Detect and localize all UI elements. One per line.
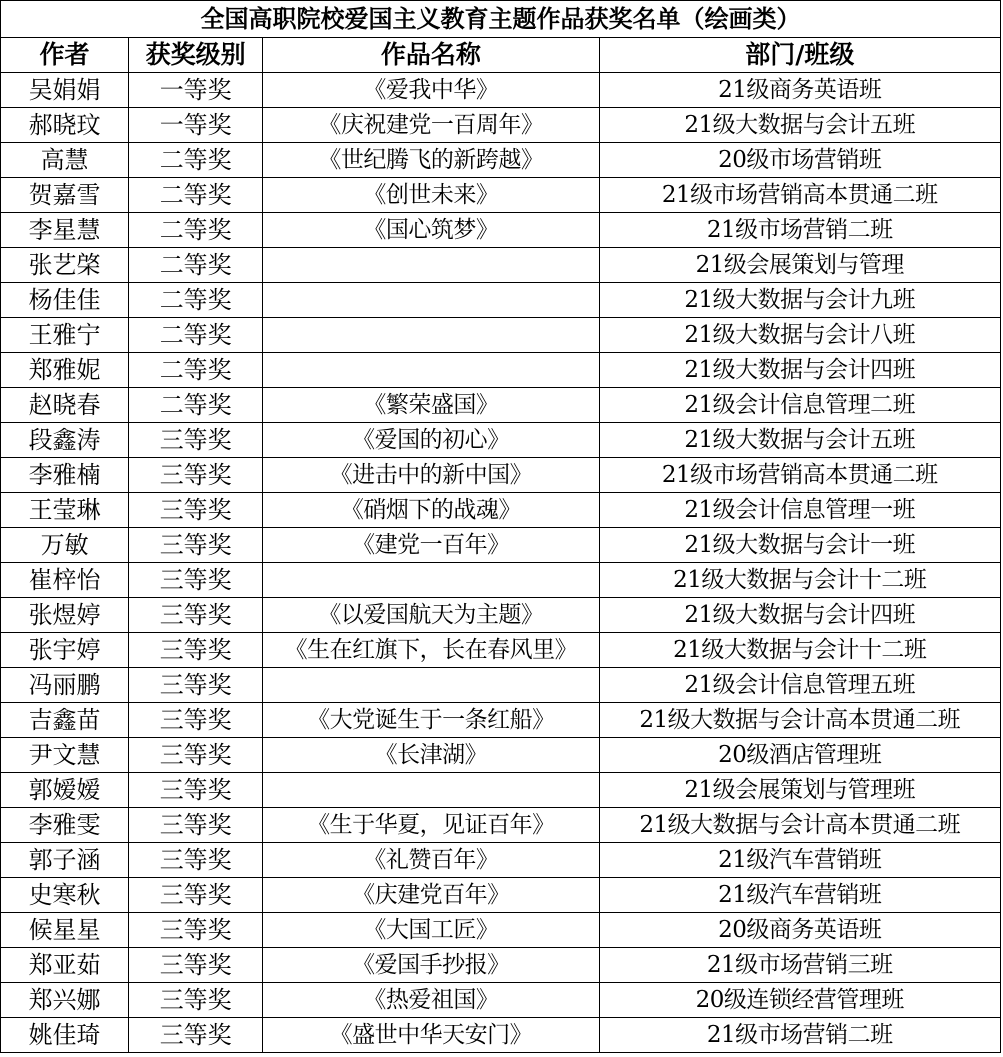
class-cell[interactable]: 21级商务英语班 [599, 73, 1000, 108]
table-row [1, 388, 1001, 423]
work-cell[interactable]: 《大党诞生于一条红船》 [263, 703, 599, 738]
table-title[interactable]: 全国高职院校爱国主义教育主题作品获奖名单（绘画类） [1, 1, 1001, 38]
class-cell[interactable]: 21级汽车营销班 [599, 843, 1000, 878]
work-cell[interactable]: 《礼赞百年》 [263, 843, 599, 878]
table-row [1, 808, 1001, 843]
work-cell[interactable]: 《世纪腾飞的新跨越》 [263, 143, 599, 178]
table-row [1, 493, 1001, 528]
class-cell[interactable]: 21级大数据与会计十二班 [599, 633, 1000, 668]
work-cell[interactable]: 《长津湖》 [263, 738, 599, 773]
work-cell[interactable]: 《以爱国航天为主题》 [263, 598, 599, 633]
award-cell[interactable]: 三等奖 [129, 738, 263, 773]
class-cell[interactable]: 20级酒店管理班 [599, 738, 1000, 773]
class-cell[interactable]: 21级大数据与会计一班 [599, 528, 1000, 563]
award-cell[interactable]: 二等奖 [129, 388, 263, 423]
table-row [1, 633, 1001, 668]
work-cell[interactable]: 《创世未来》 [263, 178, 599, 213]
class-cell[interactable]: 21级大数据与会计高本贯通二班 [599, 703, 1000, 738]
award-cell[interactable]: 二等奖 [129, 248, 263, 283]
award-cell[interactable]: 三等奖 [129, 598, 263, 633]
award-cell[interactable]: 三等奖 [129, 633, 263, 668]
author-cell[interactable]: 郑雅妮 [1, 353, 129, 388]
award-cell[interactable]: 一等奖 [129, 73, 263, 108]
award-cell[interactable]: 三等奖 [129, 703, 263, 738]
author-cell[interactable]: 段鑫涛 [1, 423, 129, 458]
class-cell[interactable]: 21级市场营销二班 [599, 213, 1000, 248]
table-row [1, 248, 1001, 283]
class-cell[interactable]: 21级大数据与会计五班 [599, 108, 1000, 143]
author-cell[interactable]: 郭嫒嫒 [1, 773, 129, 808]
award-cell[interactable]: 二等奖 [129, 353, 263, 388]
table-row [1, 318, 1001, 353]
award-cell[interactable]: 三等奖 [129, 948, 263, 983]
table-row [1, 73, 1001, 108]
work-cell[interactable]: 《爱国的初心》 [263, 423, 599, 458]
author-cell[interactable]: 王雅宁 [1, 318, 129, 353]
table-row [1, 1018, 1001, 1053]
table-row [1, 108, 1001, 143]
table-row [1, 143, 1001, 178]
award-cell[interactable]: 二等奖 [129, 213, 263, 248]
table-row [1, 283, 1001, 318]
class-cell[interactable]: 21级市场营销二班 [599, 1018, 1000, 1053]
work-cell[interactable]: 《庆祝建党一百周年》 [263, 108, 599, 143]
table-row [1, 878, 1001, 913]
work-cell[interactable] [263, 248, 599, 283]
work-cell[interactable] [263, 318, 599, 353]
table-row [1, 213, 1001, 248]
author-cell[interactable]: 贺嘉雪 [1, 178, 129, 213]
class-cell[interactable]: 21级大数据与会计九班 [599, 283, 1000, 318]
author-cell[interactable]: 张宇婷 [1, 633, 129, 668]
author-cell[interactable]: 张煜婷 [1, 598, 129, 633]
award-cell[interactable]: 三等奖 [129, 493, 263, 528]
table-row [1, 913, 1001, 948]
class-cell[interactable]: 21级大数据与会计高本贯通二班 [599, 808, 1000, 843]
class-cell[interactable]: 21级市场营销高本贯通二班 [599, 178, 1000, 213]
author-cell[interactable]: 候星星 [1, 913, 129, 948]
table-row [1, 563, 1001, 598]
award-cell[interactable]: 三等奖 [129, 458, 263, 493]
header-author[interactable]: 作者 [1, 38, 129, 73]
class-cell[interactable]: 20级连锁经营管理班 [599, 983, 1000, 1018]
table-row [1, 178, 1001, 213]
award-cell[interactable]: 三等奖 [129, 843, 263, 878]
author-cell[interactable]: 万敏 [1, 528, 129, 563]
award-cell[interactable]: 三等奖 [129, 773, 263, 808]
work-cell[interactable]: 《建党一百年》 [263, 528, 599, 563]
award-cell[interactable]: 三等奖 [129, 808, 263, 843]
class-cell[interactable]: 20级商务英语班 [599, 913, 1000, 948]
table-row [1, 458, 1001, 493]
work-cell[interactable]: 《生于华夏，见证百年》 [263, 808, 599, 843]
award-cell[interactable]: 三等奖 [129, 1018, 263, 1053]
author-cell[interactable]: 杨佳佳 [1, 283, 129, 318]
table-row [1, 983, 1001, 1018]
header-work[interactable]: 作品名称 [263, 38, 599, 73]
class-cell[interactable]: 21级会计信息管理一班 [599, 493, 1000, 528]
title-row [1, 1, 1001, 38]
class-cell[interactable]: 21级大数据与会计四班 [599, 353, 1000, 388]
class-cell[interactable]: 21级汽车营销班 [599, 878, 1000, 913]
work-cell[interactable]: 《爱国手抄报》 [263, 948, 599, 983]
class-cell[interactable]: 21级会计信息管理五班 [599, 668, 1000, 703]
work-cell[interactable] [263, 353, 599, 388]
award-cell[interactable]: 三等奖 [129, 563, 263, 598]
work-cell[interactable]: 《盛世中华天安门》 [263, 1018, 599, 1053]
author-cell[interactable]: 史寒秋 [1, 878, 129, 913]
author-cell[interactable]: 李雅雯 [1, 808, 129, 843]
author-cell[interactable]: 姚佳琦 [1, 1018, 129, 1053]
work-cell[interactable]: 《庆建党百年》 [263, 878, 599, 913]
work-cell[interactable]: 《热爱祖国》 [263, 983, 599, 1018]
header-class[interactable]: 部门/班级 [599, 38, 1000, 73]
work-cell[interactable]: 《爱我中华》 [263, 73, 599, 108]
class-cell[interactable]: 21级大数据与会计四班 [599, 598, 1000, 633]
work-cell[interactable] [263, 668, 599, 703]
award-cell[interactable]: 三等奖 [129, 878, 263, 913]
class-cell[interactable]: 21级市场营销高本贯通二班 [599, 458, 1000, 493]
author-cell[interactable]: 郑亚茹 [1, 948, 129, 983]
work-cell[interactable] [263, 283, 599, 318]
author-cell[interactable]: 张艺棨 [1, 248, 129, 283]
class-cell[interactable]: 21级会展策划与管理 [599, 248, 1000, 283]
table-row [1, 738, 1001, 773]
award-cell[interactable]: 二等奖 [129, 318, 263, 353]
award-cell[interactable]: 三等奖 [129, 423, 263, 458]
author-cell[interactable]: 李雅楠 [1, 458, 129, 493]
work-cell[interactable]: 《生在红旗下，长在春风里》 [263, 633, 599, 668]
author-cell[interactable]: 郑兴娜 [1, 983, 129, 1018]
class-cell[interactable]: 21级大数据与会计十二班 [599, 563, 1000, 598]
award-cell[interactable]: 三等奖 [129, 913, 263, 948]
header-row [1, 38, 1001, 73]
award-cell[interactable]: 二等奖 [129, 283, 263, 318]
table-row [1, 948, 1001, 983]
work-cell[interactable] [263, 773, 599, 808]
author-cell[interactable]: 冯丽鹏 [1, 668, 129, 703]
class-cell[interactable]: 20级市场营销班 [599, 143, 1000, 178]
table-row [1, 668, 1001, 703]
table-row [1, 423, 1001, 458]
author-cell[interactable]: 崔梓怡 [1, 563, 129, 598]
class-cell[interactable]: 21级会计信息管理二班 [599, 388, 1000, 423]
class-cell[interactable]: 21级大数据与会计八班 [599, 318, 1000, 353]
work-cell[interactable] [263, 563, 599, 598]
author-cell[interactable]: 尹文慧 [1, 738, 129, 773]
table-row [1, 843, 1001, 878]
award-cell[interactable]: 三等奖 [129, 668, 263, 703]
award-cell[interactable]: 二等奖 [129, 143, 263, 178]
work-cell[interactable]: 《硝烟下的战魂》 [263, 493, 599, 528]
table-row [1, 703, 1001, 738]
work-cell[interactable]: 《进击中的新中国》 [263, 458, 599, 493]
award-cell[interactable]: 一等奖 [129, 108, 263, 143]
author-cell[interactable]: 郭子涵 [1, 843, 129, 878]
award-cell[interactable]: 二等奖 [129, 178, 263, 213]
author-cell[interactable]: 吴娟娟 [1, 73, 129, 108]
table-row [1, 528, 1001, 563]
author-cell[interactable]: 吉鑫苗 [1, 703, 129, 738]
author-cell[interactable]: 赵晓春 [1, 388, 129, 423]
table-row [1, 773, 1001, 808]
work-cell[interactable]: 《繁荣盛国》 [263, 388, 599, 423]
class-cell[interactable]: 21级市场营销三班 [599, 948, 1000, 983]
work-cell[interactable]: 《国心筑梦》 [263, 213, 599, 248]
author-cell[interactable]: 高慧 [1, 143, 129, 178]
work-cell[interactable]: 《大国工匠》 [263, 913, 599, 948]
class-cell[interactable]: 21级会展策划与管理班 [599, 773, 1000, 808]
author-cell[interactable]: 王莹琳 [1, 493, 129, 528]
author-cell[interactable]: 郝晓玟 [1, 108, 129, 143]
award-cell[interactable]: 三等奖 [129, 528, 263, 563]
table-row [1, 353, 1001, 388]
class-cell[interactable]: 21级大数据与会计五班 [599, 423, 1000, 458]
table-row [1, 598, 1001, 633]
award-cell[interactable]: 三等奖 [129, 983, 263, 1018]
author-cell[interactable]: 李星慧 [1, 213, 129, 248]
header-award[interactable]: 获奖级别 [129, 38, 263, 73]
